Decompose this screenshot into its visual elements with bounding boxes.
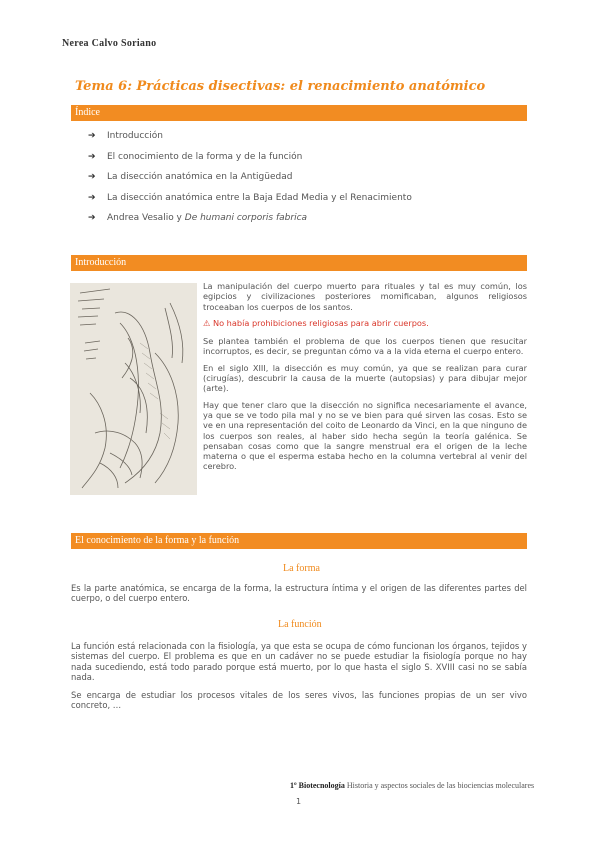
page-footer <box>290 781 534 790</box>
page-number: 1 <box>296 797 302 806</box>
page-title: Tema 6: Prácticas disectivas: el renacimiento anatómico <box>75 79 486 94</box>
funcion-text: La función está relacionada con la fisiología, ya que esta se ocupa de cómo funcionan los órganos, tejidos y sistemas del cuerpo. El problema es que en un cadáver no se puede estudiar la fisiología porque no hay nada sucediendo, está todo parado porque está muerto, por lo que hasta el siglo S. XVIII casi no se sabía nada. <box>71 641 527 683</box>
forma-text: Es la parte anatómica, se encarga de la forma, la estructura íntima y el origen de las diferentes partes del cuerpo, o del cuerpo entero. <box>71 583 527 604</box>
section-bar-conocimiento: El conocimiento de la forma y la función <box>71 533 527 549</box>
toc-item[interactable]: ➔ Introducción <box>88 127 412 148</box>
section-bar-introduccion: Introducción <box>71 255 527 271</box>
intro-paragraph: Se plantea también el problema de que los cuerpos tienen que resucitar incorruptos, es decir, se preguntan cómo va a la vida eterna el cuerpo entero. <box>203 336 527 357</box>
funcion-text: Se encarga de estudiar los procesos vitales de los seres vivos, las funciones propias de un ser vivo concreto, … <box>71 690 527 711</box>
leonardo-drawing-image <box>70 283 197 495</box>
warning-note: ⚠ No había prohibiciones religiosas para abrir cuerpos. <box>203 317 429 328</box>
subheading-forma: La forma <box>283 563 320 574</box>
arrow-right-icon: ➔ <box>88 131 96 141</box>
arrow-right-icon: ➔ <box>88 213 96 223</box>
table-of-contents <box>88 127 412 230</box>
section-bar-indice: Índice <box>71 105 527 121</box>
arrow-right-icon: ➔ <box>88 192 96 203</box>
subject-label: Historia y aspectos sociales de las biociencias moleculares <box>346 781 535 790</box>
author-name: Nerea Calvo Soriano <box>62 38 157 49</box>
intro-paragraph: En el siglo XIII, la disección es muy común, ya que se realizan para curar (cirugías), descubrir la causa de la muerte (autopsias) y para dibujar mejor (arte). <box>203 362 527 394</box>
course-label: 1º Biotecnología <box>290 781 345 790</box>
arrow-right-icon: ➔ <box>88 151 96 162</box>
subheading-funcion: La función <box>278 619 322 630</box>
intro-paragraph: La manipulación del cuerpo muerto para rituales y tal es muy común, los egipcios y civilizaciones posteriores momificaban, algunos religiosos troceaban los cuerpos de los santos. <box>203 281 527 312</box>
toc-item[interactable]: ➔ El conocimiento de la forma y de la función <box>88 148 412 169</box>
arrow-right-icon: ➔ <box>88 172 96 182</box>
toc-item[interactable]: ➔ La disección anatómica entre la Baja Edad Media y el Renacimiento <box>88 189 412 210</box>
toc-item[interactable]: ➔ La disección anatómica en la Antigüedad <box>88 168 412 189</box>
toc-item[interactable]: ➔ Andrea Vesalio y De humani corporis fabrica <box>88 209 412 230</box>
intro-paragraph: Hay que tener claro que la disección no significa necesariamente el avance, ya que se ve todo pila mal y no se ve bien para qué sirven las cosas. Esto se ve en una representación del coito de Leonardo da Vinci, en la que ninguno de los cuerpos son reales, al haber sido hecha según la teoría galénica. Se pensaban cosas como que la sangre menstrual era el origen de la leche materna o que el esperma estaba hecho en la columna vertebral al venir del cerebro. <box>203 399 527 472</box>
intro-text <box>203 281 527 478</box>
